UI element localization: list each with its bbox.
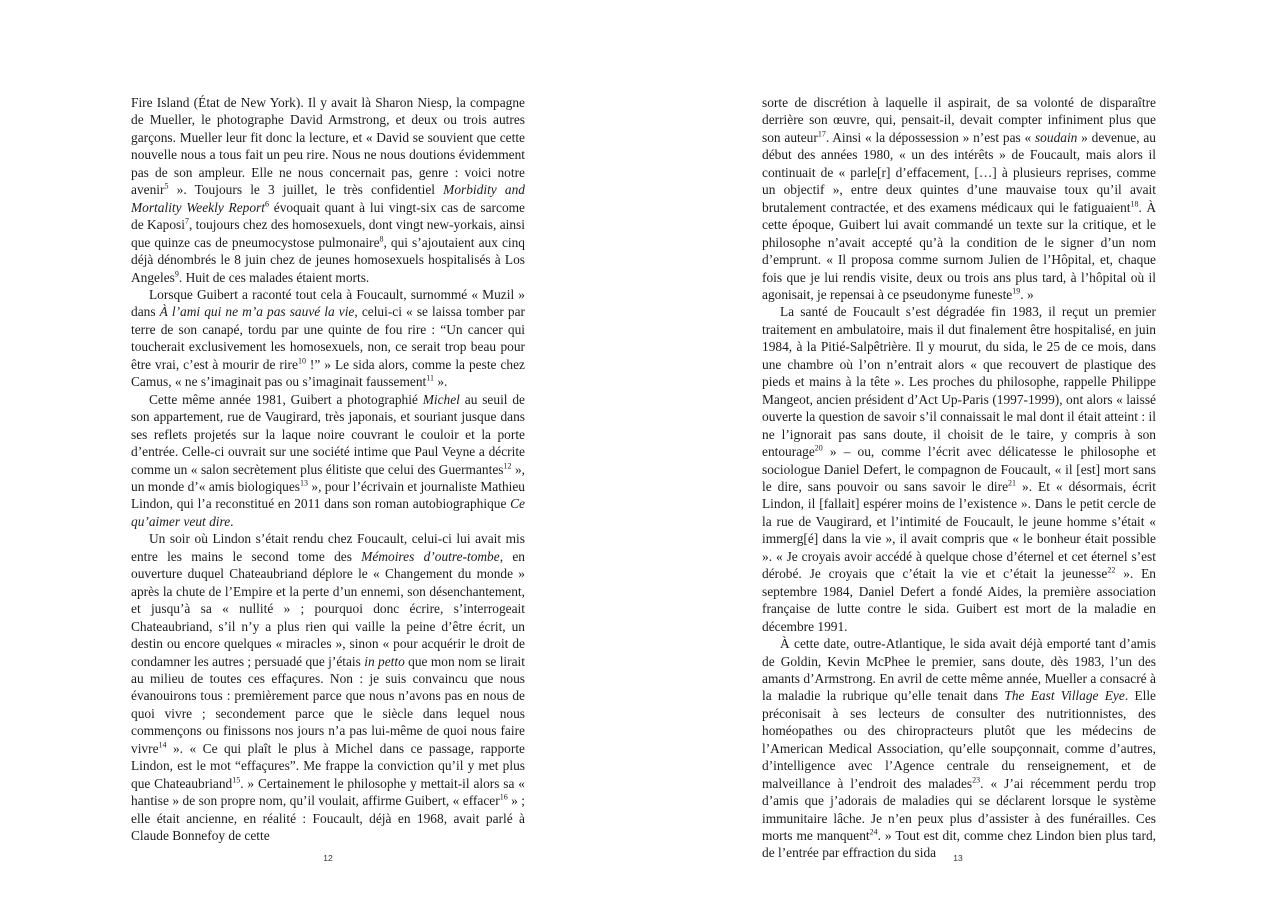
right-page-number: 13 xyxy=(953,853,963,863)
paragraph: Un soir où Lindon s’était rendu chez Foucault, celui-ci lui avait mis entre les mains le second tome des Mémoires d’outre-tombe, en ouverture duquel Chateaubriand déplore le « Changement du monde » après la chute de l’Empire et la perte d’un ennemi, son désenchantement, et jusqu’à sa « nullité » ; pourquoi donc écrire, s’interrogeait Chateaubriand, s’il n’y a plus rien qui vaille la peine d’être écrit, un destin ou encore quelques « miracles », sinon « pour acquérir le droit de condamner les autres ; persuadé que j’étais in petto que mon nom se lirait au milieu de toutes ces effaçures. Non : je suis convaincu que nous évanouirons tous : premièrement parce que nous n’avons pas en nous de quoi vivre ; secondement parce que le siècle dans lequel nous commençons ou finissons nos jours n’a pas lui-même de quoi nous faire vivre$^{14}$ ». « Ce qui plaît le plus à Michel dans ce passage, rapporte Lindon, est le mot “effaçures”. Me frappe la conviction qu’il y met plus que Chateaubriand$^{15}$. » Certainement le philosophe y mettait-il alors sa « hantise » de son propre nom, qu’il voulait, affirme Guibert, « effacer$^{16}$ » ; elle était ancienne, en réalité : Foucault, déjà en 1968, avait parlé à Claude Bonnefoy de cette xyxy=(131,531,525,844)
right-page-text xyxy=(762,94,1156,862)
left-page-text xyxy=(131,94,525,844)
right-page xyxy=(762,94,1156,862)
paragraph: Cette même année 1981, Guibert a photographié Michel au seuil de son appartement, rue de Vaugirard, très japonais, et souriant jusque dans ses reflets projetés sur la laque noire couvrant le couloir et la porte d’entrée. Celle-ci ouvrait sur une société intime que Paul Veyne a décrite comme un « salon secrètement plus élitiste que celui des Guermantes$^{12}$ », un monde d’« amis biologiques$^{13}$ », pour l’écrivain et journaliste Mathieu Lindon, qui l’a reconstitué en 2011 dans son roman autobiographique Ce qu’aimer veut dire. xyxy=(131,391,526,529)
left-page-number: 12 xyxy=(323,853,333,863)
left-page xyxy=(131,94,525,844)
paragraph: sorte de discrétion à laquelle il aspirait, de sa volonté de disparaître derrière son œuvre, qui, pensait-il, devait compter infiniment plus que son auteur$^{17}$. Ainsi « la dépossession » n’est pas « soudain » devenue, au début des années 1980, « un des intérêts » de Foucault, mais alors il continuait de « parle[r] d’effacement, […] à plusieurs reprises, comme un objectif », entre deux quintes d’une mauvaise toux qu’il avait brutalement contractée, et des examens médicaux qui le fatiguaient$^{18}$. À cette époque, Guibert lui avait commandé un texte sur la critique, et le philosophe n’avait accepté qu’à la condition de le signer d’un nom d’emprunt. « Il proposa comme surnom Julien de l’Hôpital, et, chaque fois que je lui rendis visite, deux ou trois ans plus tard, à l’hôpital où il agonisait, je repensai à ce pseudonyme funeste$^{19}$. » xyxy=(762,95,1156,302)
paragraph: Lorsque Guibert a raconté tout cela à Foucault, surnommé « Muzil » dans À l’ami qui ne m’a pas sauvé la vie, celui-ci « se laissa tomber par terre de son canapé, tordu par une quinte de fou rire : “Un cancer qui toucherait exclusivement les homosexuels, non, ce serait trop beau pour être vrai, c’est à mourir de rire$^{10}$ !” » Le sida alors, comme la peste chez Camus, « ne s’imaginait pas ou s’imaginait faussement$^{11}$ ». xyxy=(131,286,525,390)
paragraph: La santé de Foucault s’est dégradée fin 1983, il reçut un premier traitement en ambulatoire, mais il dut finalement être hospitalisé, en juin 1984, à la Pitié-Salpêtrière. Il y mourut, du sida, le 25 de ce mois, dans une chambre où l’on n’entrait alors « que recouvert de plastique des pieds et mains à la tête ». Les proches du philosophe, rappelle Philippe Mangeot, ancien président d’Act Up-Paris (1997-1999), ont alors « laissé ouverte la question de savoir s’il connaissait le mal dont il était atteint : il ne l’ignorait pas sans doute, il choisit de le taire, y compris à son entourage$^{20}$ » – ou, comme l’écrit avec délicatesse le philosophe et sociologue Daniel Defert, le compagnon de Foucault, « il [est] mort sans le dire, sans pouvoir ou sans savoir le dire$^{21}$ ». Et « désormais, écrit Lindon, il [fallait] espérer moins de l’existence ». Dans le petit cercle de la rue de Vaugirard, et l’intimité de Foucault, le jeune homme s’était « immerg[é] dans la vie », il avait compris que « le bonheur était possible ». « Je croyais avoir accédé à quelque chose d’éternel et cet éternel s’est dérobé. Je croyais que c’était la vie et c’était la jeunesse$^{22}$ ». En septembre 1984, Daniel Defert a fondé Aides, la première association française de lutte contre le sida. Guibert est mort de la maladie en décembre 1991. xyxy=(762,304,1156,634)
paragraph: Fire Island (État de New York). Il y avait là Sharon Niesp, la compagne de Mueller, le photographe David Armstrong, et deux ou trois autres garçons. Mueller leur fit donc la lecture, et « David se souvient que cette nouvelle nous a tous fait un peu rire. Nous ne nous doutions évidemment pas de son ampleur. Elle ne nous concernait pas, genre : voici notre avenir$^5$ ». Toujours le 3 juillet, le très confidentiel Morbidity and Mortality Weekly Report$^6$ évoquait quant à lui vingt-six cas de sarcome de Kaposi$^7$, toujours chez des homosexuels, dont vingt new-yorkais, ainsi que quinze cas de pneumocystose pulmonaire$^8$, qui s’ajoutaient aux cinq déjà dénombrés le 8 juin chez de jeunes homosexuels hospitalisés à Los Angeles$^9$. Huit de ces malades étaient morts. xyxy=(131,95,526,285)
paragraph: À cette date, outre-Atlantique, le sida avait déjà emporté tant d’amis de Goldin, Kevin McPhee le premier, sans doute, dès 1983, l’un des amants d’Armstrong. En avril de cette même année, Mueller a consacré à la maladie la rubrique qu’elle tenait dans The East Village Eye. Elle préconisait à ses lecteurs de consulter des nutritionnistes, des homéopathes ou des chiropracteurs plutôt que les médecins de l’American Medical Association, qu’elle soupçonnait, comme d’autres, d’intelligence avec l’Agence centrale du renseignement, et de malveillance à l’endroit des malades$^{23}$. « J’ai récemment perdu trop d’amis que j’adorais de maladies qui se déclarent lorsque le système immunitaire lâche. Je n’en peux plus d’assister à des funérailles. Ces morts me manquent$^{24}$. » Tout est dit, comme chez Lindon bien plus tard, de l’entrée par effraction du sida xyxy=(762,636,1157,861)
